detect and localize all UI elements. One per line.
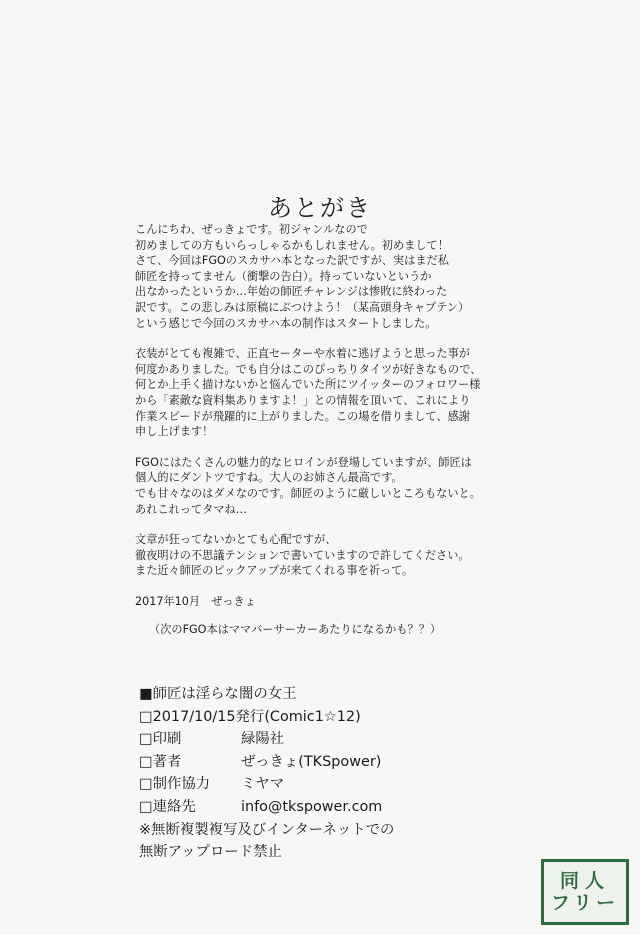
- colophon: [139, 683, 519, 864]
- contact-email: info@tkspower.com: [241, 798, 383, 815]
- colophon-value: ぜっきょ(TKSpower): [241, 753, 382, 770]
- stamp-text: 同人: [559, 870, 610, 892]
- doujin-free-stamp: [541, 859, 629, 925]
- text-line: 衣装がとても複雑で、正直セーターや水着に逃げようと思った事が: [135, 347, 470, 361]
- text-line: FGOにはたくさんの魅力的なヒロインが登場していますが、師匠は: [135, 455, 472, 469]
- text-line: さて、今回はFGOのスカサハ本となった訳ですが、実はまだ私: [135, 254, 449, 268]
- copyright-notice: 無断アップロード禁止: [139, 844, 282, 861]
- text-line: 師匠を持ってません（衝撃の告白）。持っていないというか: [135, 269, 432, 283]
- afterword-body: [135, 222, 605, 638]
- text-line: 個人的にダントツですね。大人のお姉さん最高です。: [135, 471, 403, 485]
- colophon-row-contact: [139, 796, 519, 819]
- text-line: 徹夜明けの不思議テンションで書いていますので許してください。: [135, 548, 470, 562]
- book-title: ■師匠は淫らな闇の女王: [139, 686, 297, 702]
- text-line: 作業スピードが飛躍的に上がりました。この場を借りまして、感謝: [135, 409, 470, 423]
- text-line: 何度かありました。でも自分はこのぴっちりタイツが好きなもので、: [135, 362, 482, 376]
- colophon-label: □著者: [139, 753, 182, 770]
- text-line: という感じで今回のスカサハ本の制作はスタートしました。: [135, 316, 437, 330]
- colophon-label: □連絡先: [139, 798, 196, 815]
- colophon-row-printer: [139, 728, 519, 751]
- text-line: こんにちわ、ぜっきょです。初ジャンルなので: [135, 223, 368, 236]
- next-book-note: （次のFGO本はママバーサーカーあたりになるかも？？）: [149, 623, 442, 637]
- page-title: あとがき: [268, 194, 372, 222]
- stamp-text: フリー: [550, 892, 620, 914]
- colophon-label: □制作協力: [139, 776, 211, 793]
- text-line: また近々師匠のピックアップが来てくれる事を祈って。: [135, 564, 414, 578]
- text-line: から「素敵な資料集ありますよ！」との情報を頂いて、これにより: [135, 393, 471, 407]
- issue-date: □2017/10/15発行(Comic1☆12): [139, 708, 361, 725]
- text-line: 申し上げます！: [135, 425, 214, 439]
- date-signature: 2017年10月 ぜっきょ: [135, 594, 256, 608]
- text-line: 初めましての方もいらっしゃるかもしれません。初めまして！: [135, 238, 449, 252]
- colophon-label: □印刷: [139, 731, 182, 748]
- text-line: 訳です。この悲しみは原稿にぶつけよう！（某高頭身キャプテン）: [135, 300, 470, 314]
- paragraph-greeting: [135, 222, 605, 331]
- colophon-row-cooperation: [139, 773, 519, 796]
- colophon-row-author: [139, 751, 519, 774]
- paragraph-closing: [135, 532, 605, 579]
- paragraph-heroines: [135, 455, 605, 517]
- paragraph-costume: [135, 346, 605, 440]
- text-line: でも甘々なのはダメなのです。師匠のように厳しいところもないと。: [135, 486, 481, 500]
- colophon-value: ミヤマ: [241, 776, 285, 793]
- text-line: 出なかったというか…年始の師匠チャレンジは惨敗に終わった: [135, 285, 448, 299]
- text-line: 文章が狂ってないかとても心配ですが、: [135, 533, 337, 547]
- text-line: あれこれってタマね…: [135, 502, 247, 516]
- copyright-notice: ※無断複製複写及びインターネットでの: [139, 821, 395, 838]
- text-line: 何とか上手く描けないかと悩んでいた所にツイッターのフォロワー様: [135, 378, 481, 392]
- colophon-value: 緑陽社: [241, 731, 285, 748]
